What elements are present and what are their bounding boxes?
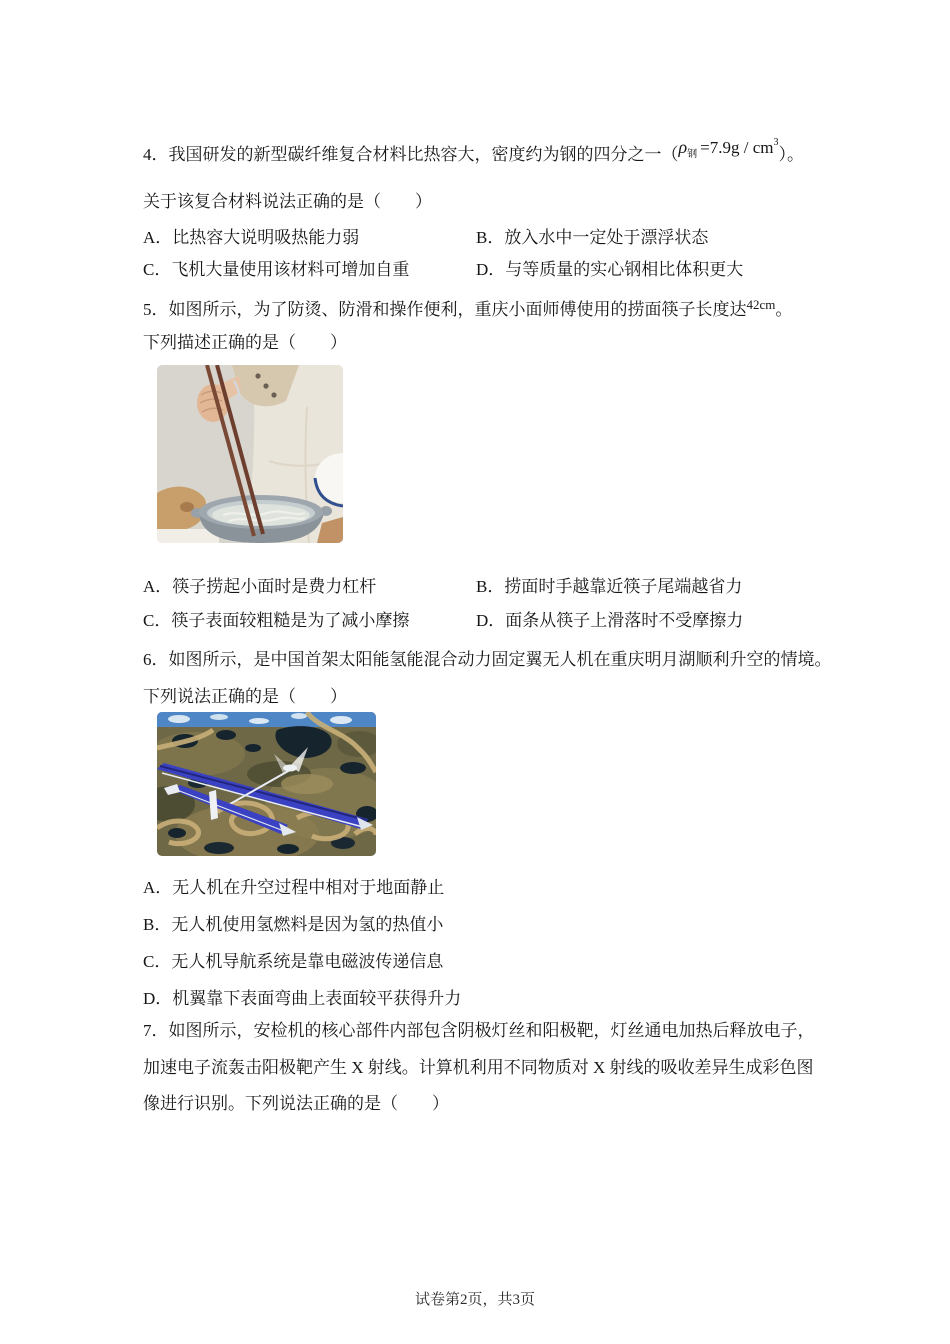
chopsticks-pot-illustration xyxy=(157,365,343,543)
q4-text-pre: 4．我国研发的新型碳纤维复合材料比热容大，密度约为钢的四分之一（ xyxy=(143,145,679,164)
q5-option-c: C．筷子表面较粗糙是为了减小摩擦 xyxy=(143,611,410,630)
q4-option-row2 xyxy=(143,259,744,281)
q4-text-post: ）。 xyxy=(778,145,804,164)
q6-stem-line1: 6．如图所示，是中国首架太阳能氢能混合动力固定翼无人机在重庆明月湖顺利升空的情境。 xyxy=(143,650,832,669)
formula-body: =7.9g / cm xyxy=(700,138,774,157)
q4-option-a: A．比热容大说明吸热能力弱 xyxy=(143,228,360,247)
page-footer: 试卷第2页，共3页 xyxy=(414,1292,535,1308)
q4-option-row1 xyxy=(143,227,709,249)
q5-option-b: B．捞面时手越靠近筷子尾端越省力 xyxy=(476,577,743,596)
q4-option-d: D．与等质量的实心钢相比体积更大 xyxy=(476,260,744,279)
q4-stem-line1 xyxy=(143,139,804,173)
q5-option-row1 xyxy=(143,576,743,598)
q7-stem-line3: 像进行识别。下列说法正确的是（ ） xyxy=(143,1094,449,1113)
q6-option-a: A．无人机在升空过程中相对于地面静止 xyxy=(143,878,445,897)
density-formula xyxy=(679,132,779,166)
q5-option-d: D．面条从筷子上滑落时不受摩擦力 xyxy=(476,611,744,630)
solar-uav-illustration xyxy=(157,712,376,856)
q4-stem-line2: 关于该复合材料说法正确的是（ ） xyxy=(143,192,432,211)
q4-option-c: C．飞机大量使用该材料可增加自重 xyxy=(143,260,410,279)
q4-option-b: B．放入水中一定处于漂浮状态 xyxy=(476,228,709,247)
rho-subscript: 钢 xyxy=(687,149,698,160)
q5-option-a: A．筷子捞起小面时是费力杠杆 xyxy=(143,577,377,596)
solar-uav-photo xyxy=(157,712,376,856)
q5-option-row2 xyxy=(143,610,744,632)
q7-stem-line2: 加速电子流轰击阳极靶产生 X 射线。计算机利用不同物质对 X 射线的吸收差异生成彩色图 xyxy=(143,1058,814,1077)
q5-text-post: 。 xyxy=(775,300,793,319)
q5-text-pre: 5．如图所示，为了防烫、防滑和操作便利，重庆小面师傅使用的捞面筷子长度达 xyxy=(143,300,747,319)
q7-stem-line1: 7．如图所示，安检机的核心部件内部包含阴极灯丝和阳极靶，灯丝通电加热后释放电子， xyxy=(143,1021,815,1040)
chopsticks-pot-photo xyxy=(157,365,343,543)
rho-symbol: ρ xyxy=(678,137,688,157)
q5-stem-line1 xyxy=(143,294,792,321)
q6-stem-line2: 下列说法正确的是（ ） xyxy=(143,687,347,706)
q5-stem-line2: 下列描述正确的是（ ） xyxy=(143,333,347,352)
formula-exponent: 3 xyxy=(773,137,779,148)
q6-option-d: D．机翼靠下表面弯曲上表面较平获得升力 xyxy=(143,989,462,1008)
q6-option-b: B．无人机使用氢燃料是因为氢的热值小 xyxy=(143,915,444,934)
q6-option-c: C．无人机导航系统是靠电磁波传递信息 xyxy=(143,952,444,971)
chopstick-length-value: 42cm xyxy=(746,297,776,312)
